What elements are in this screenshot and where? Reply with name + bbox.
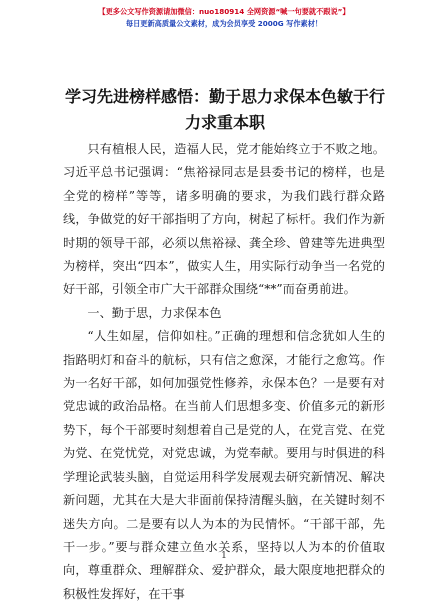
promo-banner-line-1: 【更多公文写作资源请加微信：nuo180914 全网资源“喊一句要就不跟说”】: [98, 7, 350, 16]
intro-paragraph: 只有植根人民，造福人民，党才能始终立于不败之地。习近平总书记强调：“焦裕禄同志是县委书记的榜样，也是全党的榜样”等等，诸多明确的要求，为我们践行群众路线，争做党的好干部指明了方向，树起了标杆。我们作为新时期的领导干部，必须以焦裕禄、龚全珍、曾建等先进典型为榜样，突出“四本”，做实人生，用实际行动争当一名党的好干部，引领全市广大干部群众围绕“**”而奋勇前进。: [63, 142, 385, 297]
document-body: [63, 138, 385, 606]
page-number: 1: [221, 551, 227, 561]
promo-banner: [0, 6, 448, 30]
document-title: 学习先进榜样感悟：勤于思力求保本色敏于行力求重本职: [64, 87, 385, 132]
promo-banner-line-2: 每日更新高质量公文素材，成为会员享受 2000G 写作素材！: [125, 19, 323, 28]
section-heading: 一、勤于思，力求保本色: [87, 305, 222, 320]
body-paragraph: “人生如屋，信仰如柱。”正确的理想和信念犹如人生的指路明灯和奋斗的航标，只有信之愈深，才能行之愈笃。作为一名好干部，如何加强党性修养，永保本色？一是要有对党忠诚的政治品格。在当前人们思想多变、价值多元的新形势下，每个干部要时刻想着自己是党的人，在党言党、在党为党、在党忧党，对党忠诚，为党奉献。要用与时俱进的科学理论武装头脑，自觉运用科学发展观去研究新情况、解决新问题，尤其在大是大非面前保持清醒头脑，在关键时刻不迷失方向。二是要有以人为本的为民情怀。“干部干部，先干一步。”要与群众建立鱼水关系，坚持以人为本的价值取向，尊重群众、理解群众、爱护群众，最大限度地把群众的积极性发挥好，在干事: [63, 329, 385, 601]
